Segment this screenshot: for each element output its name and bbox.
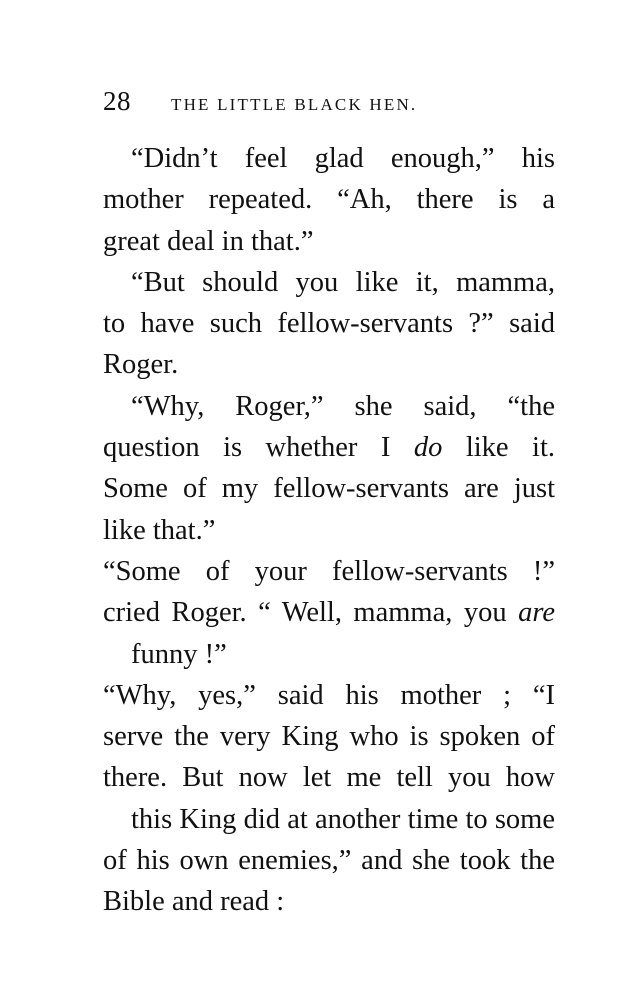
text-line: “Why, Roger,” she said, “the <box>131 390 555 422</box>
italic-word: do <box>413 432 443 464</box>
text-line: mother repeated. “Ah, there is a <box>103 184 555 216</box>
text-line: of his own enemies,” and she took the <box>103 845 555 877</box>
body-text <box>103 138 555 923</box>
text-line: Some of my fellow-servants are just <box>103 473 555 505</box>
text-line <box>103 427 555 468</box>
text-line: serve the very King who is spoken of <box>103 721 555 753</box>
text-line: Bible and read : <box>103 886 285 918</box>
text-line: “Didn’t feel glad enough,” his <box>131 143 555 174</box>
running-title: THE LITTLE BLACK HEN. <box>171 95 418 114</box>
text-fragment: question is whether I <box>103 432 391 464</box>
italic-word: are <box>518 597 556 629</box>
text-fragment: like it. <box>465 432 556 464</box>
text-line: funny !” <box>131 638 227 670</box>
text-line <box>103 592 555 633</box>
page-number: 28 <box>103 86 131 116</box>
text-line: there. But now let me tell you how <box>103 762 555 794</box>
text-line: this King did at another time to some <box>131 803 555 835</box>
text-line: “Why, yes,” said his mother ; “I <box>103 679 555 711</box>
text-line: Roger. <box>103 349 179 381</box>
text-line: like that.” <box>103 514 216 546</box>
text-line: to have such fellow-servants ?” said <box>103 308 555 340</box>
running-head <box>103 86 558 120</box>
text-line: “But should you like it, mamma, <box>131 266 555 298</box>
text-line: great deal in that.” <box>103 225 314 257</box>
text-line: “Some of your fellow-servants !” <box>103 555 555 587</box>
text-fragment: cried Roger. “ Well, mamma, you <box>103 597 507 629</box>
